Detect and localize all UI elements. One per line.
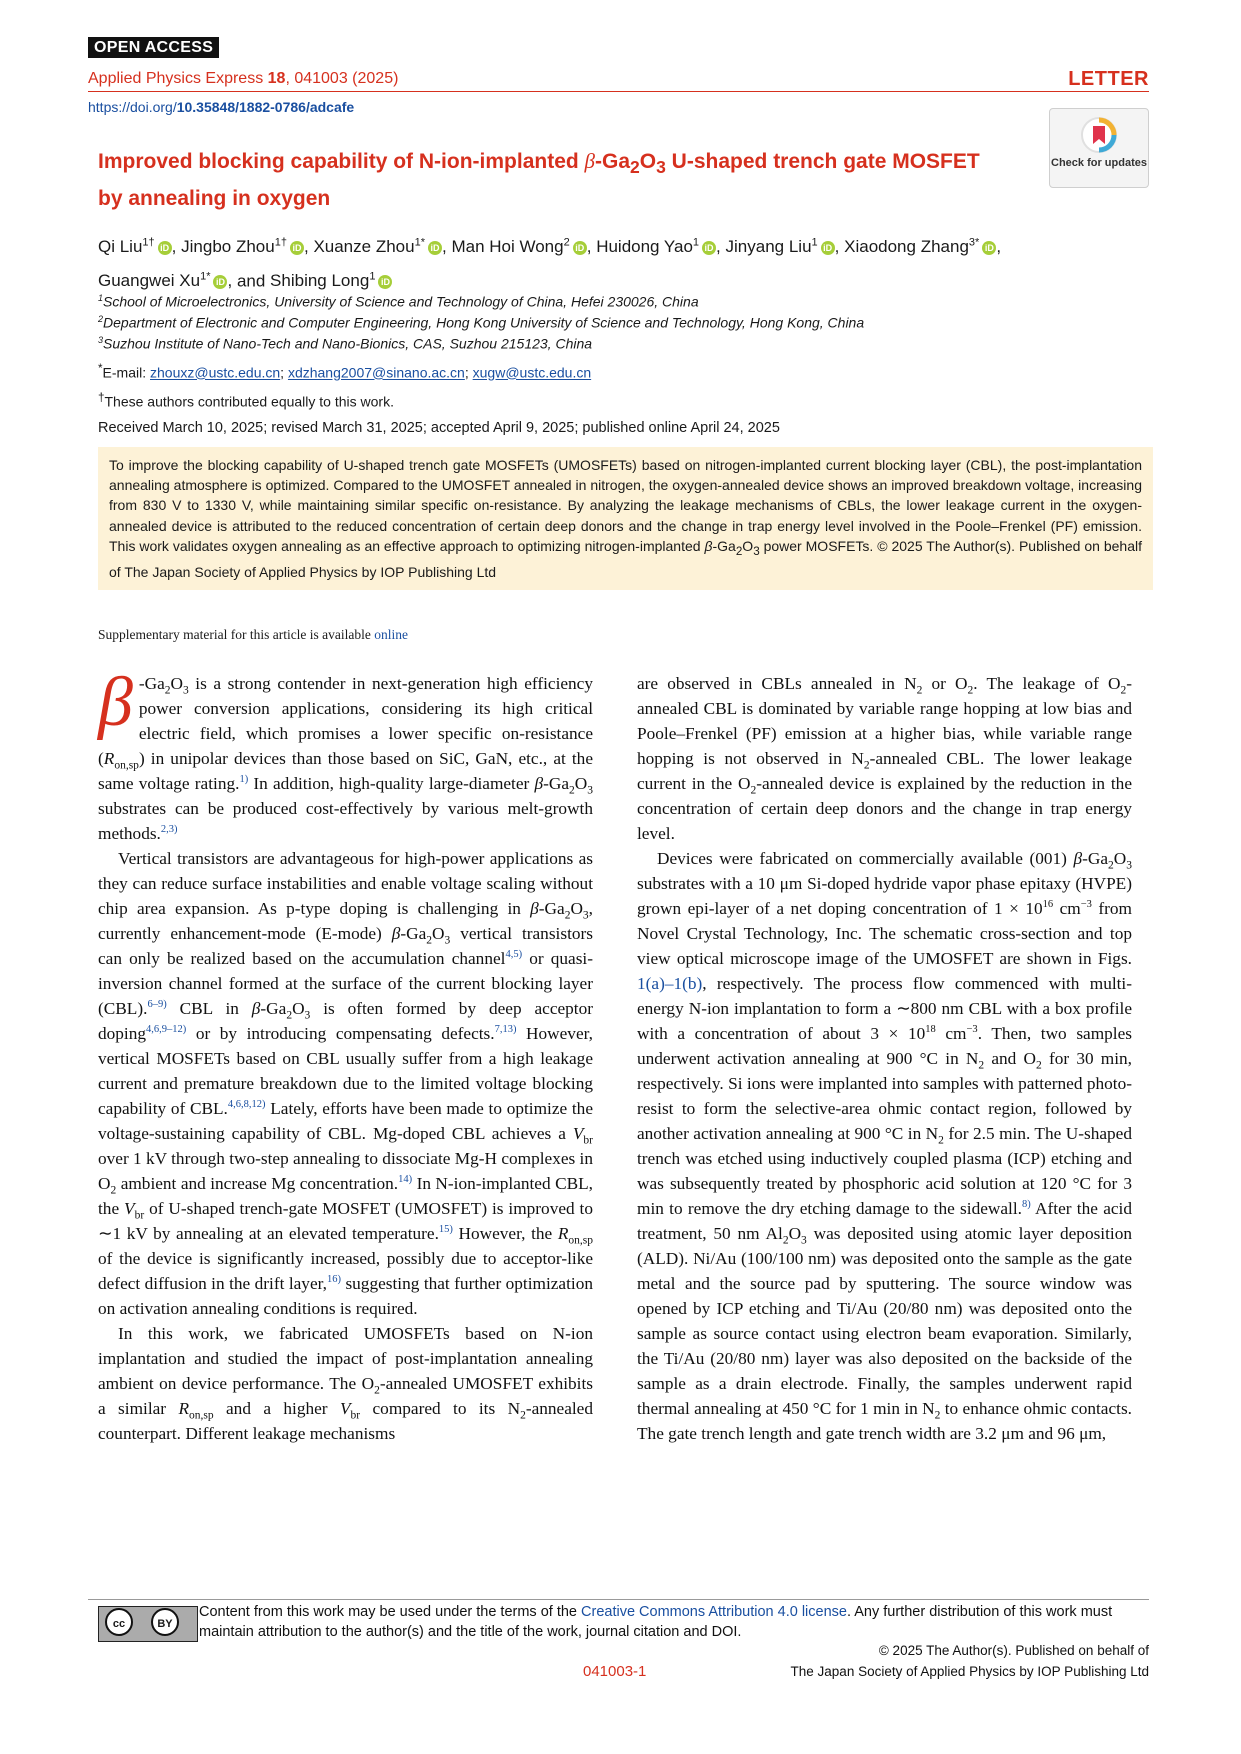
orcid-icon[interactable]: iD xyxy=(290,241,304,255)
affiliation: $^1$School of Microelectronics, University of Science and Technology of China, Hefei 230026, China xyxy=(98,293,699,310)
email-link[interactable]: zhouxz@ustc.edu.cn xyxy=(150,364,281,381)
body-paragraph: In this work, we fabricated UMOSFETs based on N-ion implantation and studied the impact of post-implantation annealing ambient on device performance. The $O_2$-annealed UMOSFET exhibits a similar $R_{on,sp}$ and a higher $V_{br}$ compared to its $N_2$-annealed counterpart. Different leakage mechanisms xyxy=(98,1324,593,1443)
author: Xiaodong Zhang$^{3*}$ iD , xyxy=(844,236,1002,256)
footer-rule xyxy=(88,1599,1149,1600)
author: Huidong Yao$^1$ iD , xyxy=(596,236,721,256)
license-text: Content from this work may be used under the terms of the Creative Commons Attribution 4.0 license. Any further distribution of this work must maintain attribution to the author(s) and the title of the work, journal citation and DOI. xyxy=(199,1604,1113,1640)
article-type-label: LETTER xyxy=(1068,68,1149,90)
author: Jingbo Zhou$^{1\dagger}$ iD , xyxy=(181,236,309,256)
drop-cap: β xyxy=(98,664,133,741)
email-line: *E-mail: zhouxz@ustc.edu.cn; xdzhang2007@sinano.ac.cn; xugw@ustc.edu.cn xyxy=(98,362,592,381)
abstract-box: To improve the blocking capability of U-shaped trench gate MOSFETs (UMOSFETs) based on nitrogen-implanted current blocking layer (CBL), the post-implantation annealing atmosphere is optimized. Compared to the UMOSFET annealed in nitrogen, the oxygen-annealed device shows an improved breakdown voltage, increasing from 830 V to 1330 V, while maintaining similar specific on-resistance. By analyzing the leakage mechanisms of CBLs, the lower leakage current in the oxygen-annealed device is attributed to the reduced concentration of certain deep donors and the change in trap energy level involved in the Poole–Frenkel (PF) emission. This work validates oxygen annealing as an effective approach to optimizing nitrogen-implanted $\beta-Ga_2O_3$ power MOSFETs. © 2025 The Author(s). Published on behalf of The Japan Society of Applied Physics by IOP Publishing Ltd xyxy=(98,447,1153,590)
journal-citation[interactable]: Applied Physics Express 18, 041003 (2025) xyxy=(88,70,399,87)
received-dates: Received March 10, 2025; revised March 31, 2025; accepted April 9, 2025; published online April 24, 2025 xyxy=(98,420,780,436)
body-paragraph: Vertical transistors are advantageous for high-power applications as they can reduce surface instabilities and enable voltage scaling without chip area expansion. As p-type doping is challenging in $\beta-Ga_2O_3$, currently enhancement-mode (E-mode) $\beta-Ga_2O_3$ vertical transistors can only be realized based on the accumulation channel$^{4,5)}$ or quasi-inversion channel formed at the surface of the current blocking layer (CBL).$^{6-9)}$ CBL in $\beta-Ga_2O_3$ is often formed by deep acceptor doping$^{4,6,9-12)}$ or by introducing compensating defects.$^{7,13)}$ However, vertical MOSFETs based on CBL usually suffer from a high leakage current and premature breakdown due to the limited voltage blocking capability of CBL.$^{4,6,8,12)}$ Lately, efforts have been made to optimize the voltage-sustaining capability of CBL. Mg-doped CBL achieves a $V_{br}$ over 1 kV through two-step annealing to dissociate Mg-H complexes in $O_2$ ambient and increase Mg concentration.$^{14)}$ In N-ion-implanted CBL, the $V_{br}$ of U-shaped trench-gate MOSFET (UMOSFET) is improved to ∼1 kV by annealing at an elevated temperature.$^{15)}$ However, the $R_{on,sp}$ of the device is significantly increased, possibly due to acceptor-like defect diffusion in the drift layer,$^{16)}$ suggesting that further optimization on activation annealing conditions is required. xyxy=(98,849,594,1318)
author: Man Hoi Wong$^2$ iD , xyxy=(451,236,592,256)
copyright-line: © 2025 The Author(s). Published on behalf of xyxy=(878,1643,1149,1658)
author: Shibing Long$^1$ iD xyxy=(270,271,392,290)
orcid-icon[interactable]: iD xyxy=(158,241,172,255)
body-paragraph: β $-Ga_2O_3$ is a strong contender in next-generation high efficiency power conversion applications, considering its high critical electric field, which promises a lower specific on-resistance $(R_{on,sp})$ in unipolar devices than those based on SiC, GaN, etc., at the same voltage rating.$^{1)}$ In addition, high-quality large-diameter $\beta-Ga_2O_3$ substrates can be produced cost-effectively by various melt-growth methods.$^{2,3)}$ xyxy=(98,664,593,843)
license-link[interactable]: Creative Commons Attribution 4.0 license xyxy=(581,1604,847,1620)
figure-link[interactable]: 1(a)–1(b) xyxy=(637,974,703,993)
email-link[interactable]: xdzhang2007@sinano.ac.cn xyxy=(287,364,465,381)
orcid-icon[interactable]: iD xyxy=(982,241,996,255)
orcid-icon[interactable]: iD xyxy=(702,241,716,255)
orcid-icon[interactable]: iD xyxy=(428,241,442,255)
body-column-left xyxy=(98,664,594,1446)
author: Xuanze Zhou$^{1*}$ iD , xyxy=(313,236,447,256)
orcid-icon[interactable]: iD xyxy=(573,241,587,255)
orcid-icon[interactable]: iD xyxy=(213,275,227,289)
publisher-line: The Japan Society of Applied Physics by IOP Publishing Ltd xyxy=(790,1664,1149,1679)
header-rule xyxy=(88,91,1149,92)
cc-icon: cc xyxy=(105,1608,133,1636)
affiliation: $^3$Suzhou Institute of Nano-Tech and Nano-Bionics, CAS, Suzhou 215123, China xyxy=(98,335,593,352)
body-column-right xyxy=(637,671,1132,1446)
supplementary-link[interactable]: online xyxy=(374,627,409,642)
author: Jinyang Liu$^1$ iD , xyxy=(725,236,840,256)
check-for-updates-button[interactable] xyxy=(1049,108,1149,188)
email-link[interactable]: xugw@ustc.edu.cn xyxy=(472,364,592,381)
supplementary-note: Supplementary material for this article is available online xyxy=(98,627,409,642)
author: Qi Liu$^{1\dagger}$ iD , xyxy=(98,236,177,256)
orcid-icon[interactable]: iD xyxy=(378,275,392,289)
author: Guangwei $Xu^{1*}$ iD , xyxy=(98,270,233,291)
body-paragraph: are observed in CBLs annealed in $N_2$ or $O_2$. The leakage of $O_2$-annealed CBL is dominated by variable range hopping at low bias and Poole–Frenkel (PF) emission at a higher bias, while variable range hopping is not observed in $N_2$-annealed CBL. The lower leakage current in the $O_2$-annealed device is explained by the reduction in the concentration of certain deep donors and the change in trap energy level. xyxy=(637,674,1132,843)
author-list: Qi Liu$^{1\dagger}$ iD , Jingbo Zhou$^{1\dagger}$ iD , Xuanze Zhou$^{1*}$ iD , Man Hoi Wong$^2$ iD , Huidong Yao$^1$ iD , Jinyang Liu$^1$ iD , Xiaodong Zhang$^{3*}$ iD , Guangwei $Xu^{1*}$ iD , and Shibing Long$^1$ iD xyxy=(98,236,1002,291)
doi-link[interactable]: https://doi.org/10.35848/1882-0786/adcafe xyxy=(88,99,355,115)
affiliation: $^2$Department of Electronic and Computer Engineering, Hong Kong University of Science and Technology, Hong Kong, China xyxy=(98,314,865,331)
by-icon: BY xyxy=(151,1608,179,1636)
article-title: Improved blocking capability of N-ion-implanted $\beta-Ga_2O_3$ U-shaped trench gate MOSFET by annealing in oxygen xyxy=(98,149,980,211)
body-paragraph: Devices were fabricated on commercially available (001) $\beta-Ga_2O_3$ substrates with a 10 μm Si-doped hydride vapor phase epitaxy (HVPE) grown epi-layer of a net doping concentration of $1 \times 10^{16}$ $cm^{-3}$ from Novel Crystal Technology, Inc. The schematic cross-section and top view optical microscope image of the UMOSFET are shown in Figs. 1(a)–1(b), respectively. The process flow commenced with multi-energy N-ion implantation to form a ∼800 nm CBL with a box profile with a concentration of about $3 \times 10^{18}$ $cm^{-3}$. Then, two samples underwent activation annealing at 900 °C in $N_2$ and $O_2$ for 30 min, respectively. Si ions were implanted into samples with patterned photo-resist to form the selective-area ohmic contact region, followed by another activation annealing at 900 °C in $N_2$ for 2.5 min. The U-shaped trench was etched using inductively coupled plasma (ICP) etching and was subsequently treated by phosphoric acid solution at 120 °C for 3 min to remove the dry etching damage to the sidewall.$^{8)}$ After the acid treatment, 50 nm $Al_2O_3$ was deposited using atomic layer deposition (ALD). Ni/Au (100/100 nm) was deposited onto the sample as the gate metal and the source pad by sputtering. The source window was opened by ICP etching and Ti/Au (20/80 nm) was deposited onto the sample as source contact using electron beam evaporation. Similarly, the Ti/Au (20/80 nm) layer was also deposited on the backside of the sample as a drain electrode. Finally, the samples underwent rapid thermal annealing at 450 °C for 1 min in $N_2$ to enhance ohmic contacts. The gate trench length and gate trench width are 3.2 μm and 96 μm, xyxy=(637,849,1133,1443)
orcid-icon[interactable]: iD xyxy=(821,241,835,255)
check-updates-icon xyxy=(1079,115,1119,155)
equal-contribution-note: †These authors contributed equally to this work. xyxy=(98,391,394,410)
page-number: 041003-1 xyxy=(583,1663,647,1680)
cc-by-logo[interactable] xyxy=(98,1606,198,1642)
open-access-badge: OPEN ACCESS xyxy=(88,37,219,58)
check-updates-label: Check for updates xyxy=(1051,157,1147,169)
